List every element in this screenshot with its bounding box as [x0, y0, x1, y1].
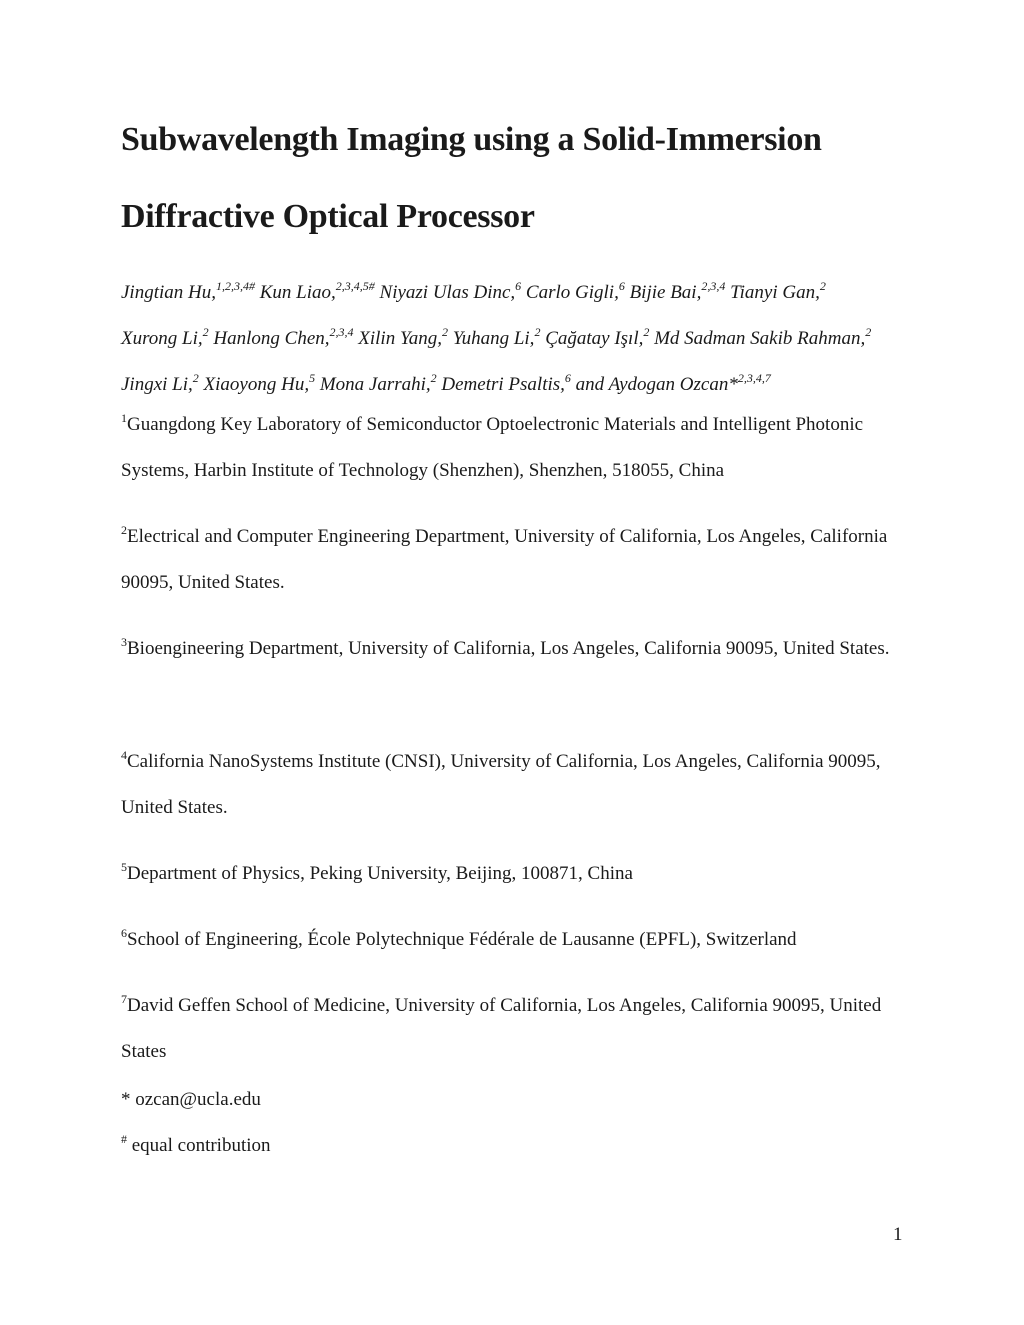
affiliation-4: $^4$California NanoSystems Institute (CNSI), University of California, Los Angeles, California 90095, United States.	[121, 748, 881, 818]
affiliation-6: $^6$School of Engineering, École Polytechnique Fédérale de Lausanne (EPFL), Switzerland	[121, 926, 797, 950]
author: Xilin Yang,$^2$	[358, 325, 449, 349]
author: Xurong Li,$^2$	[121, 325, 209, 349]
author: Xiaoyong Hu,$^5$	[203, 371, 316, 395]
author: Tianyi Gan,$^2$	[730, 279, 826, 303]
author: Demetri Psaltis,$^6$	[441, 371, 571, 395]
page-number: 1	[893, 1224, 903, 1245]
affiliation-1: $^1$Guangdong Key Laboratory of Semiconductor Optoelectronic Materials and Intelligent Photonic Systems, Harbin Institute of Technology (Shenzhen), Shenzhen, 518055, China	[121, 411, 864, 481]
author: Hanlong Chen,$^{2,3,4}$	[213, 325, 354, 349]
paper-title-line-2: Diffractive Optical Processor	[121, 198, 535, 235]
author: Niyazi Ulas Dinc,$^6$	[379, 279, 522, 303]
author: Çağatay Işıl,$^2$	[545, 325, 650, 349]
affiliation-5: $^5$Department of Physics, Peking University, Beijing, 100871, China	[121, 860, 633, 884]
author: Kun Liao,$^{2,3,4,5\#}$	[259, 279, 375, 303]
author: Yuhang Li,$^2$	[452, 325, 541, 349]
author: Carlo Gigli,$^6$	[525, 279, 625, 303]
author: Jingtian Hu,$^{1,2,3,4\#}$	[121, 279, 255, 303]
author: and Aydogan Ozcan*$^{2,3,4,7}$	[575, 371, 771, 395]
affiliation-3: $^3$Bioengineering Department, University of California, Los Angeles, California 90095, United States.	[121, 635, 890, 659]
corresponding-email: * ozcan@ucla.edu	[121, 1089, 261, 1110]
equal-contribution-note: # equal contribution	[121, 1132, 271, 1156]
author: Mona Jarrahi,$^2$	[319, 371, 437, 395]
affiliation-2: $^2$Electrical and Computer Engineering Department, University of California, Los Angeles, California 90095, United States.	[121, 523, 888, 593]
affiliation-7: $^7$David Geffen School of Medicine, University of California, Los Angeles, California 90095, United States	[121, 992, 882, 1062]
paper-title-line-1: Subwavelength Imaging using a Solid-Immersion	[121, 121, 822, 158]
author: Bijie Bai,$^{2,3,4}$	[629, 279, 726, 303]
author-list	[121, 270, 921, 408]
author: Md Sadman Sakib Rahman,$^2$	[654, 325, 872, 349]
author: Jingxi Li,$^2$	[121, 371, 199, 395]
